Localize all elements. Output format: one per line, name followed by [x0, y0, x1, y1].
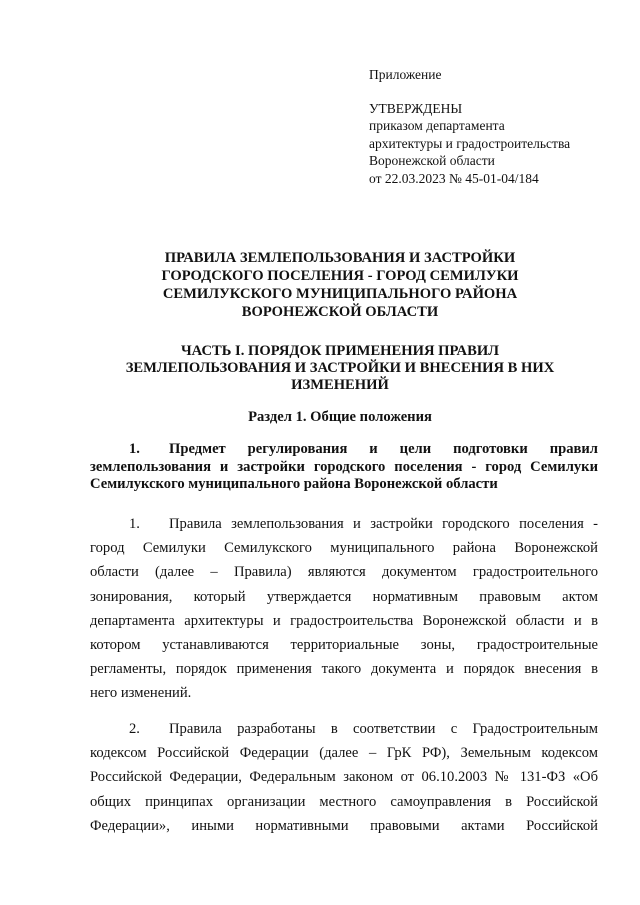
approval-line: Воронежской области: [369, 153, 495, 168]
paragraph-line: Правила землепользования и застройки городского поселения -: [169, 516, 598, 532]
section-heading: Раздел 1. Общие положения: [248, 409, 432, 425]
paragraph-line: Правила разработаны в соответствии с Градостроительным: [169, 721, 598, 737]
part-line: ИЗМЕНЕНИЙ: [291, 377, 389, 393]
approval-order-number: от 22.03.2023 № 45-01-04/184: [369, 170, 539, 186]
paragraph-1: [90, 512, 598, 706]
paragraph-line: него изменений.: [90, 685, 192, 702]
paragraph-line: общих принципах организации местного самоуправления в Российской: [90, 793, 598, 810]
paragraph-line: зонирования, который утверждается нормативным правовым актом: [90, 588, 598, 605]
subsection-line: Семилукского муниципального района Воронежской области: [90, 476, 498, 492]
paragraph-first-line: [90, 512, 598, 536]
subsection-heading: [90, 441, 598, 494]
approval-line: приказом департамента: [369, 118, 505, 133]
part-line: ЗЕМЛЕПОЛЬЗОВАНИЯ И ЗАСТРОЙКИ И ВНЕСЕНИЯ В НИХ: [125, 360, 555, 376]
title-line: ВОРОНЕЖСКОЙ ОБЛАСТИ: [241, 304, 439, 320]
paragraph-line: Федерации», иными нормативными правовыми актами Российской: [90, 817, 598, 834]
part-heading: [60, 343, 620, 394]
subsection-number: 1.: [129, 441, 140, 457]
paragraph-number: 2.: [129, 721, 140, 737]
paragraph-number: 1.: [129, 516, 140, 532]
title-line: СЕМИЛУКСКОГО МУНИЦИПАЛЬНОГО РАЙОНА: [162, 286, 518, 302]
paragraph-line: регламенты, порядок применения такого документа и порядок внесения в: [90, 661, 598, 678]
paragraph-line: кодексом Российской Федерации (далее – ГрК РФ), Земельным кодексом: [90, 745, 598, 762]
paragraph-line: области (далее – Правила) являются документом градостроительного: [90, 564, 598, 581]
title-line: ПРАВИЛА ЗЕМЛЕПОЛЬЗОВАНИЯ И ЗАСТРОЙКИ: [164, 250, 516, 266]
subsection-line: землепользования и застройки городского поселения - город Семилуки: [90, 458, 598, 475]
paragraph-line: Российской Федерации, Федеральным законом от 06.10.2003 № 131-ФЗ «Об: [90, 769, 598, 786]
title-line: ГОРОДСКОГО ПОСЕЛЕНИЯ - ГОРОД СЕМИЛУКИ: [161, 268, 519, 284]
subsection-first-line: [90, 441, 598, 459]
approved-label: УТВЕРЖДЕНЫ: [369, 100, 463, 116]
subsection-line: Предмет регулирования и цели подготовки правил: [169, 441, 598, 457]
document-title: [60, 249, 620, 321]
paragraph-line: департамента архитектуры и градостроительства Воронежской области и в: [90, 612, 598, 629]
paragraph-first-line: [90, 717, 598, 741]
part-line: ЧАСТЬ I. ПОРЯДОК ПРИМЕНЕНИЯ ПРАВИЛ: [180, 343, 500, 359]
paragraph-line: город Семилуки Семилукского муниципального района Воронежской: [90, 540, 598, 557]
paragraph-2: [90, 717, 598, 838]
paragraph-line: котором устанавливаются территориальные зоны, градостроительные: [90, 637, 598, 654]
approval-line: архитектуры и градостроительства: [369, 135, 571, 151]
annex-label: Приложение: [369, 67, 442, 82]
approval-block: [369, 66, 570, 187]
